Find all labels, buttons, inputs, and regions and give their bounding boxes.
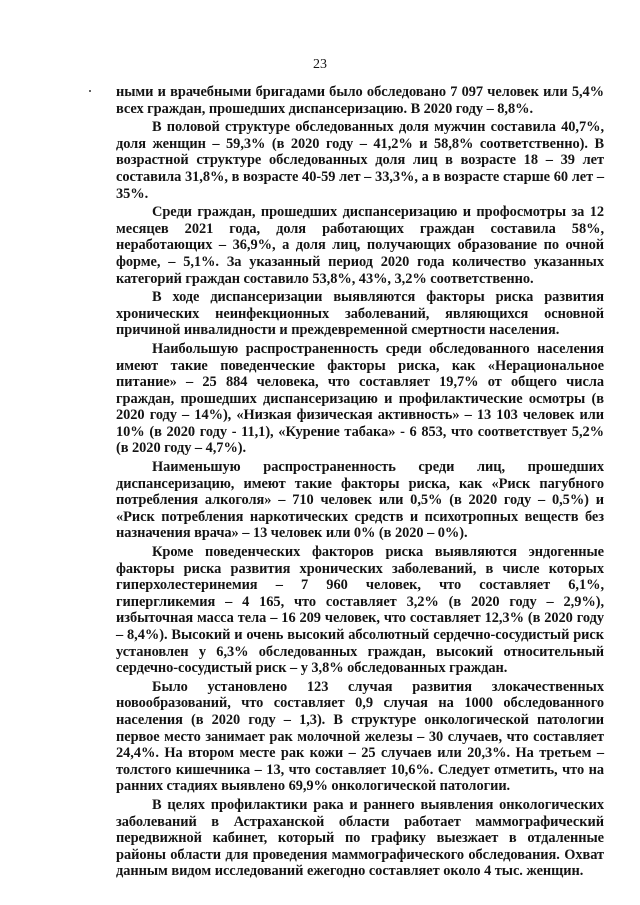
- paragraph-employment-structure: Среди граждан, прошедших диспансеризацию и профосмотры за 12 месяцев 2021 года, доля работающих граждан составила 58%, неработающих – 36,9%, а доля лиц, получающих образование по очной форме, – 5,1%. За указанный период 2020 года количество указанных категорий граждан составило 53,8%, 43%, 3,2% соответственно.: [116, 204, 604, 287]
- paragraph-risk-factors-intro: В ходе диспансеризации выявляются факторы риска развития хронических неинфекционных заболеваний, являющихся основной причиной инвалидности и преждевременной смертности населения.: [116, 289, 604, 339]
- paragraph-mammography: В целях профилактики рака и раннего выявления онкологических заболеваний в Астраханской области работает маммографический передвижной кабинет, который по графику выезжает в отдаленные районы области для проведения маммографического обследования. Охват данным видом исследований ежегодно составляет около 4 тыс. женщин.: [116, 796, 604, 880]
- paragraph-most-common-risks: Наибольшую распространенность среди обследованного населения имеют такие поведенческие факторы риска, как «Нерациональное питание» – 25 884 человека, что составляет 19,7% от общего числа граждан, прошедших диспансеризацию и профилактические осмотры (в 2020 году – 14%), «Низкая физическая активность» – 13 103 человек или 10% (в 2020 году - 11,1), «Курение табака» - 6 853, что соответствует 5,2% (в 2020 году – 4,7%).: [116, 340, 604, 457]
- paragraph-continuation: ными и врачебными бригадами было обследовано 7 097 человек или 5,4% всех граждан, прошедших диспансеризацию. В 2020 году – 8,8%.: [116, 84, 604, 117]
- paragraph-oncology: Было установлено 123 случая развития злокачественных новообразований, что составляет 0,9 случая на 1000 обследованного населения (в 2020 году – 1,3). В структуре онкологической патологии первое место занимает рак молочной железы – 30 случаев, что составляет 24,4%. На втором месте рак кожи – 25 случаев или 20,3%. На третьем – толстого кишечника – 13, что составляет 10,6%. Следует отметить, что на ранних стадиях выявлено 69,9% онкологической патологии.: [116, 678, 604, 795]
- paragraph-gender-age-structure: В половой структуре обследованных доля мужчин составила 40,7%, доля женщин – 59,3% (в 2020 году – 41,2% и 58,8% соответственно). В возрастной структуре обследованных доля лиц в возрасте 18 – 39 лет составила 31,8%, в возрасте 40-59 лет – 33,3%, а в возрасте старше 60 лет – 35%.: [116, 119, 604, 202]
- paragraph-endogenous-risks: Кроме поведенческих факторов риска выявляются эндогенные факторы риска развития хронических заболеваний, в числе которых гиперхолестеринемия – 7 960 человек, что составляет 6,1%, гипергликемия – 4 165, что составляет 3,2% (в 2020 году – 2,9%), избыточная масса тела – 16 209 человек, что составляет 12,3% (в 2020 году – 8,4%). Высокий и очень высокий абсолютный сердечно-сосудистый риск установлен у 6,3% обследованных граждан, высокий относительный сердечно-сосудистый риск – у 3,8% обследованных граждан.: [116, 544, 604, 677]
- document-body: [116, 84, 604, 880]
- scan-dot: [89, 90, 91, 92]
- page-number: 23: [313, 57, 327, 72]
- paragraph-least-common-risks: Наименьшую распространенность среди лиц, прошедших диспансеризацию, имеют такие факторы риска, как «Риск пагубного потребления алкоголя» – 710 человек или 0,5% (в 2020 году – 0,5%) и «Риск потребления наркотических средств и психотропных веществ без назначения врача» – 13 человек или 0% (в 2020 – 0%).: [116, 459, 604, 542]
